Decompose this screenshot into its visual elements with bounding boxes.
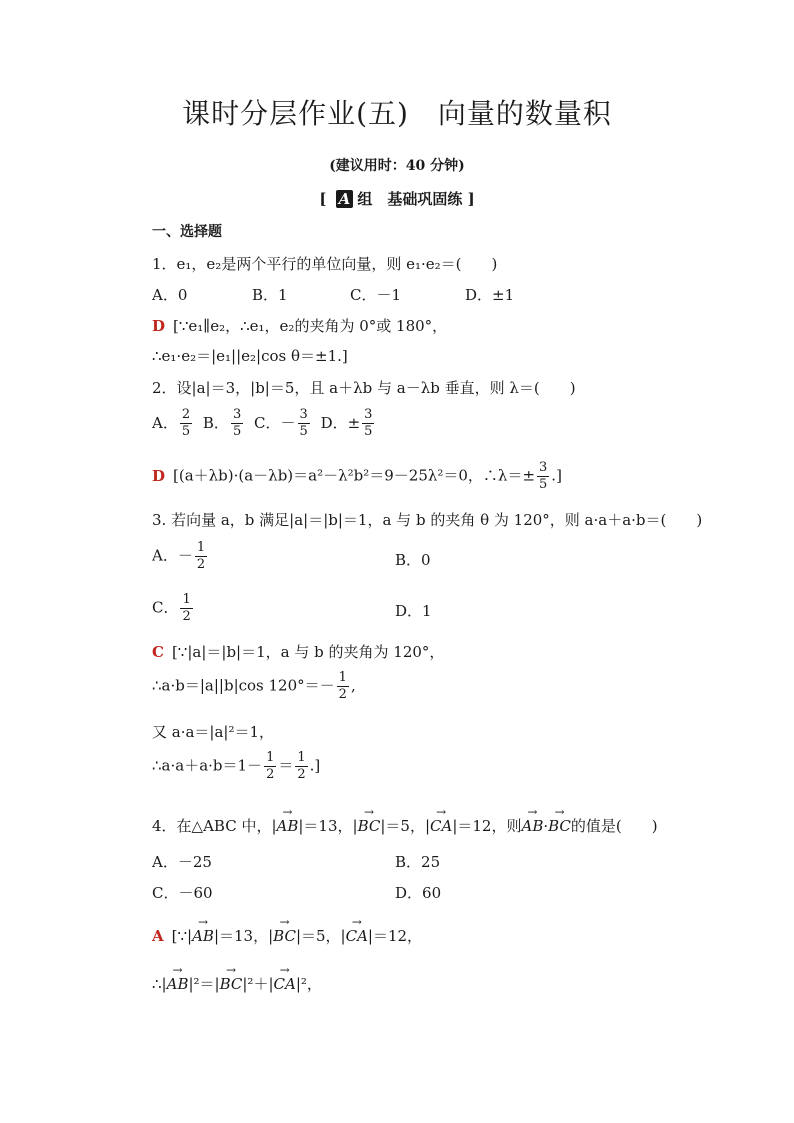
q2-stem: 2．设|a|＝3，|b|＝5，且 a＋λb 与 a－λb 垂直，则 λ＝( ) xyxy=(152,379,576,397)
suggested-time: (建议用时：40 分钟) xyxy=(329,158,465,174)
q1-option-b: B．1 xyxy=(252,286,288,304)
group-bracket-open: [ xyxy=(319,190,327,208)
group-label: 组 基础巩固练 xyxy=(357,190,463,208)
q3-option-d: D．1 xyxy=(395,602,432,620)
q1-option-a: A．0 xyxy=(152,286,188,304)
group-a-logo: A xyxy=(336,190,354,208)
section-heading: 一、选择题 xyxy=(152,224,222,240)
q4-option-b: B．25 xyxy=(395,853,441,871)
q2-option-d: D．± $\frac{3}{5}$ xyxy=(320,407,373,439)
vector-ab: → AB xyxy=(277,812,299,836)
q3-answer: C xyxy=(152,643,164,661)
q2-option-a: A． $\frac{2}{5}$ xyxy=(152,407,191,439)
q2-solution: D [(a＋λb)·(a－λb)＝a²－λ²b²＝9－25λ²＝0，∴λ＝± $\frac{3}{5}$ .] xyxy=(152,460,562,492)
q4-answer: A xyxy=(152,927,164,945)
q2-option-b: B． $\frac{3}{5}$ xyxy=(202,407,242,439)
q4-solution-line2: ∴|→ AB|²＝|→ BC|²＋|→ CA|²， xyxy=(152,970,322,994)
q1-answer: D xyxy=(152,317,166,335)
q1-option-d: D．±1 xyxy=(465,286,515,304)
q2-option-c: C．－ $\frac{3}{5}$ xyxy=(254,407,308,439)
q3-option-a: A．－ $\frac{1}{2}$ xyxy=(152,540,206,572)
q3-option-c: C． $\frac{1}{2}$ xyxy=(152,592,191,624)
q3-solution-line4: ∴a·a＋a·b＝1－ $\frac{1}{2}$ ＝ $\frac{1}{2}$ .] xyxy=(152,750,321,782)
vector-bc: → BC xyxy=(548,812,571,836)
vector-ca: → CA xyxy=(430,812,452,836)
q1-stem: 1．e₁，e₂是两个平行的单位向量，则 e₁·e₂＝( ) xyxy=(152,255,498,273)
q1-solution-text1: [∵e₁∥e₂，∴e₁，e₂的夹角为 0°或 180°， xyxy=(173,317,448,335)
q1-solution-line1 xyxy=(152,316,447,336)
vector-ab: → AB xyxy=(521,812,543,836)
group-bracket-close: ] xyxy=(467,190,475,208)
q4-stem: 4．在△ABC 中，|→ AB|＝13，|→ BC|＝5，|→ CA|＝12，则→ AB·→ BC的值是( ) xyxy=(152,812,658,836)
q4-option-a: A．－25 xyxy=(152,853,212,871)
q3-solution-line3: 又 a·a＝|a|²＝1， xyxy=(152,723,275,741)
q3-solution-line1: C [∵|a|＝|b|＝1，a 与 b 的夹角为 120°， xyxy=(152,643,445,661)
q1-option-c: C．－1 xyxy=(350,286,402,304)
q3-stem: 3. 若向量 a，b 满足|a|＝|b|＝1，a 与 b 的夹角 θ 为 120°，则 a·a＋a·b＝( ) xyxy=(152,511,703,529)
q4-option-c: C．－60 xyxy=(152,884,213,902)
q2-options xyxy=(152,407,376,440)
q1-solution-line2: ∴e₁·e₂＝|e₁||e₂|cos θ＝±1.] xyxy=(152,347,348,365)
q4-solution-line1: A [∵|→ AB|＝13，|→ BC|＝5，|→ CA|＝12， xyxy=(152,922,422,946)
vector-bc: → BC xyxy=(358,812,381,836)
q3-option-b: B．0 xyxy=(395,551,431,569)
q2-answer: D xyxy=(152,466,166,485)
q3-solution-line2: ∴a·b＝|a||b|cos 120°＝－ $\frac{1}{2}$ , xyxy=(152,670,356,702)
group-heading xyxy=(0,188,794,209)
page-title: 课时分层作业(五) 向量的数量积 xyxy=(182,97,612,130)
q4-option-d: D．60 xyxy=(395,884,442,902)
